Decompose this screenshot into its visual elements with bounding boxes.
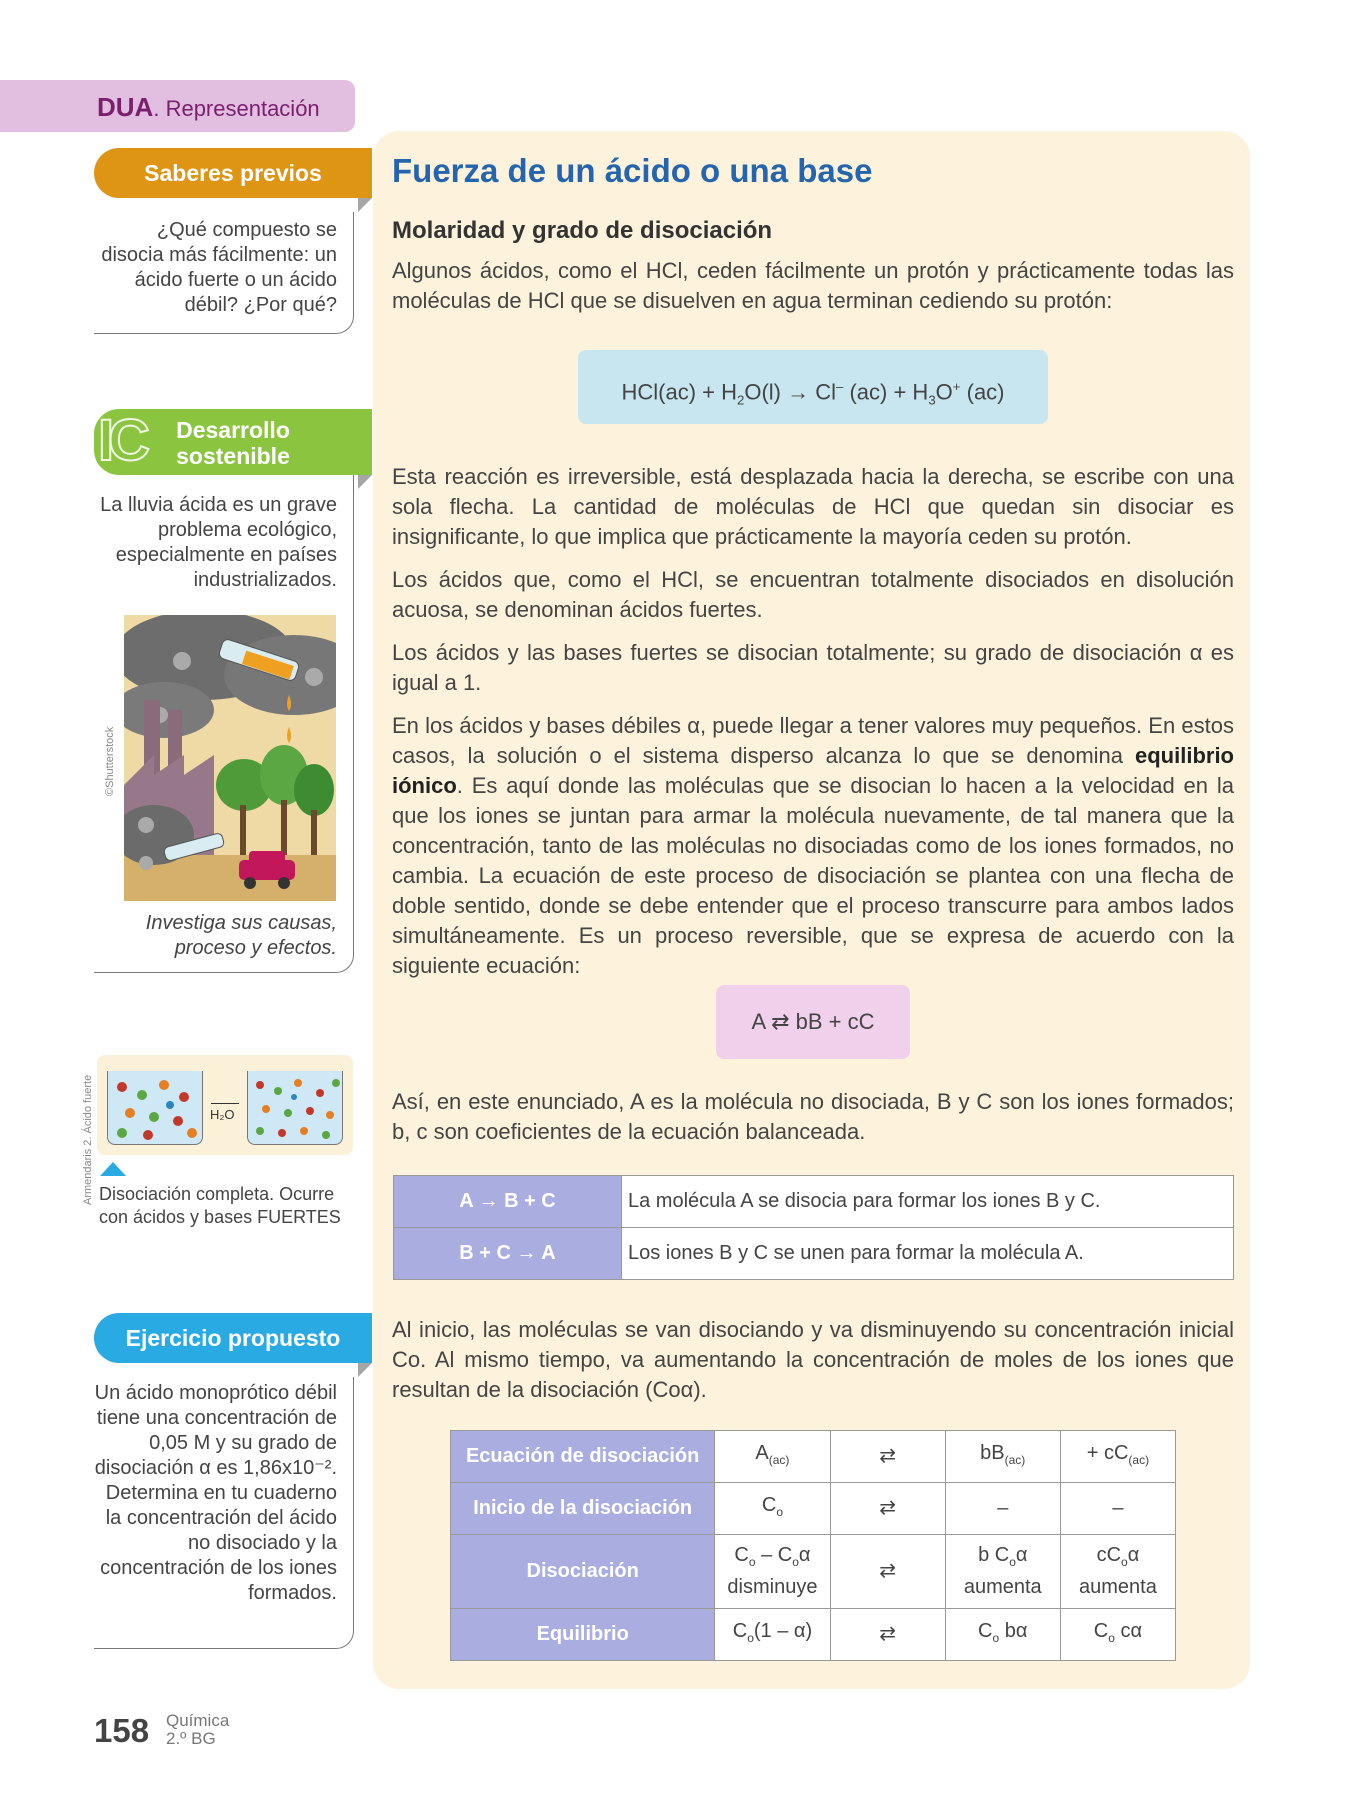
- table-cell: [1060, 1535, 1175, 1609]
- cell-text: aumenta: [1078, 1576, 1157, 1598]
- arrow-cell: ⇄: [830, 1431, 945, 1483]
- cell-sub: (ac): [1004, 1452, 1026, 1467]
- cell-text: A: [755, 1441, 769, 1464]
- ic-logo-icon: IC: [98, 408, 144, 473]
- cell-sub: o: [776, 1504, 783, 1519]
- ejercicio-text: Un ácido monoprótico débil tiene una concentración de 0,05 M y su grado de disociación α es 1,86x10⁻². Determina en tu cuaderno la concentración del ácido no disociado y la concentración de los iones formados.: [94, 1382, 337, 1604]
- table-cell: [1060, 1431, 1175, 1483]
- dua-tab: [0, 80, 355, 132]
- cell-sub: o: [747, 1630, 754, 1645]
- reaction-arrow-icon: [211, 1103, 239, 1104]
- table-row: [451, 1609, 1176, 1661]
- eq1-part: (ac) + H: [843, 379, 929, 405]
- ejercicio-propuesto-box: [94, 1377, 354, 1649]
- table-row: [451, 1431, 1176, 1483]
- eq1-sup: +: [952, 379, 961, 394]
- cell-text: disminuye: [727, 1576, 818, 1598]
- eq2-left: A: [751, 1009, 765, 1034]
- saberes-previos-box: [94, 212, 354, 334]
- cell-text: C: [1093, 1619, 1109, 1642]
- section-subtitle: Molaridad y grado de disociación: [392, 217, 773, 244]
- ejercicio-title: Ejercicio propuesto: [125, 1325, 341, 1351]
- table-row: [394, 1228, 1234, 1280]
- beaker-after: [247, 1071, 343, 1145]
- cell-sub: o: [748, 1555, 756, 1569]
- eq1-sub: 2: [737, 392, 745, 408]
- eq1-part: (ac): [960, 379, 1005, 405]
- beaker-before: [107, 1071, 203, 1145]
- saberes-previos-text: ¿Qué compuesto se disocia más fácilmente: un ácido fuerte o un ácido débil? ¿Por qué?: [101, 219, 337, 316]
- row-head-equilibrio: Equilibrio: [451, 1609, 715, 1661]
- paragraph-4: Los ácidos y las bases fuertes se disocian totalmente; su grado de disociación α es igual a 1.: [392, 640, 1234, 695]
- cell-sub: o: [1108, 1630, 1115, 1645]
- table-cell: –: [1060, 1483, 1175, 1535]
- grade-label: 2.º BG: [166, 1729, 216, 1748]
- p5-text-a: En los ácidos y bases débiles α, puede llegar a tener valores muy pequeños. En estos casos, la solución o el sistema disperso alcanza lo que se denomina: [392, 713, 1234, 768]
- cell-text: α: [1127, 1544, 1140, 1566]
- paragraph-7: Al inicio, las moléculas se van disociando y va disminuyendo su concentración inicial Co. Al mismo tiempo, va aumentando la concentración de moles de los iones que resultan de la disociación (Coα).: [392, 1317, 1234, 1402]
- cell-text: C: [978, 1619, 993, 1642]
- shutterstock-credit: ©Shutterstock: [104, 726, 116, 796]
- arrow-cell: ⇄: [830, 1609, 945, 1661]
- tab-fold: [358, 198, 372, 212]
- arrow-cell: ⇄: [830, 1535, 945, 1609]
- cell-text: C: [761, 1493, 777, 1516]
- saberes-previos-title: Saberes previos: [144, 160, 322, 186]
- ions-before-svg: [108, 1071, 203, 1145]
- row-head-inicio: Inicio de la disociación: [451, 1483, 715, 1535]
- table-row: [451, 1535, 1176, 1609]
- table-cell: [715, 1483, 830, 1535]
- page-number: 158: [94, 1712, 150, 1749]
- cell-text: (1 – α): [753, 1619, 813, 1642]
- paragraph-3: Los ácidos que, como el HCl, se encuentran totalmente disociados en disolución acuosa, se denominan ácidos fuertes.: [392, 567, 1234, 622]
- desarrollo-sostenible-header: [94, 409, 372, 475]
- desarrollo-sostenible-box: [94, 475, 354, 973]
- table-cell: –: [945, 1483, 1060, 1535]
- cell-text: bB: [980, 1441, 1005, 1464]
- acid-rain-illustration: [124, 615, 336, 901]
- cell-text: aumenta: [963, 1576, 1042, 1598]
- cell-sub: o: [992, 1630, 1000, 1645]
- dissociation-figure: [97, 1055, 353, 1155]
- cell-text: bα: [999, 1619, 1028, 1642]
- paragraph-5: [392, 711, 1234, 981]
- ions-after-svg: [248, 1071, 343, 1145]
- hcl-equation: [578, 350, 1048, 424]
- reaction-table: [393, 1175, 1234, 1280]
- arrow-label: H₂O: [210, 1107, 235, 1122]
- desarrollo-title-line2: sostenible: [176, 443, 290, 469]
- table-cell: [1060, 1609, 1175, 1661]
- dua-representacion: . Representación: [153, 96, 320, 121]
- eq1-sup: –: [836, 379, 844, 394]
- ejercicio-propuesto-header: [94, 1313, 372, 1363]
- cell-text: cC: [1096, 1544, 1122, 1566]
- paragraph-2: Esta reacción es irreversible, está desplazada hacia la derecha, se escribe con una sola flecha. La cantidad de moléculas de HCl que quedan sin disociar es insignificante, lo que implica que prácticamente la mayoría ceden su protón.: [392, 464, 1234, 549]
- table-cell: [715, 1535, 830, 1609]
- desarrollo-text: La lluvia ácida es un grave problema ecológico, especialmente en países industrializados.: [100, 494, 337, 591]
- cell-text: α: [798, 1544, 811, 1566]
- paragraph-1: Algunos ácidos, como el HCl, ceden fácilmente un protón y prácticamente todas las moléculas de HCl que se disuelven en agua terminan cediendo su protón:: [392, 258, 1234, 313]
- table-row: [394, 1176, 1234, 1228]
- table-cell: La molécula A se disocia para formar los iones B y C.: [622, 1176, 1234, 1228]
- figure-credit: Armendaris 2. Ácido fuerte: [82, 1074, 94, 1205]
- table-head-cell: B + C → A: [394, 1228, 622, 1280]
- row-head-disociacion: Disociación: [451, 1535, 715, 1609]
- eq1-sub: 3: [928, 392, 936, 408]
- cell-text: b C: [978, 1544, 1010, 1566]
- double-arrow-icon: ⇄: [771, 1009, 790, 1034]
- table-row: [451, 1483, 1176, 1535]
- table-cell: Los iones B y C se unen para formar la molécula A.: [622, 1228, 1234, 1280]
- saberes-previos-header: [94, 148, 372, 198]
- footer-subject: [166, 1712, 229, 1748]
- subject-name: Química: [166, 1711, 230, 1730]
- eq1-part: O: [935, 379, 953, 405]
- eq1-part: O(l) → Cl: [744, 379, 837, 405]
- tab-fold: [358, 1363, 372, 1377]
- tab-fold: [358, 475, 372, 489]
- page-title: Fuerza de un ácido o una base: [392, 152, 873, 189]
- cell-text: cα: [1114, 1619, 1143, 1642]
- cell-sub: (ac): [768, 1452, 790, 1467]
- cell-sub: o: [792, 1555, 799, 1569]
- dua-label: DUA: [97, 92, 154, 122]
- cell-text: C: [734, 1544, 749, 1566]
- table-cell: [715, 1609, 830, 1661]
- desarrollo-title-line1: Desarrollo: [176, 417, 290, 443]
- eq2-right: bB + cC: [795, 1009, 875, 1034]
- cell-sub: o: [1009, 1555, 1016, 1569]
- desarrollo-caption: Investiga sus causas, proceso y efectos.: [145, 912, 337, 959]
- eq1-part: HCl(ac) + H: [621, 379, 738, 405]
- equilibrio-ionico-bold: equilibrio iónico: [392, 743, 1234, 798]
- row-head-ecuacion: Ecuación de disociación: [451, 1431, 715, 1483]
- cell-sub: o: [1121, 1555, 1128, 1569]
- cell-text: C: [732, 1619, 748, 1642]
- dissociation-caption: Disociación completa. Ocurre con ácidos y bases FUERTES: [99, 1184, 341, 1227]
- table-cell: [945, 1609, 1060, 1661]
- cell-text: + cC: [1086, 1441, 1129, 1464]
- cell-sub: (ac): [1128, 1452, 1150, 1467]
- table-cell: [945, 1431, 1060, 1483]
- triangle-pointer-icon: [100, 1162, 126, 1176]
- cell-text: α: [1015, 1544, 1028, 1566]
- table-cell: [945, 1535, 1060, 1609]
- table-head-cell: A → B + C: [394, 1176, 622, 1228]
- equilibrium-equation: [716, 985, 910, 1059]
- arrow-cell: ⇄: [830, 1483, 945, 1535]
- acid-rain-svg: [124, 615, 336, 901]
- p5-text-c: . Es aquí donde las moléculas que se disocian lo hacen a la velocidad en la que los iones se juntan para armar la molécula nuevamente, de tal manera que la concentración, tanto de las moléculas no disociadas como de los iones formados, no cambia. La ecuación de este proceso de disociación se plantea con una flecha de doble sentido, donde se debe entender que el proceso transcurre para ambos lados simultáneamente. Es un proceso reversible, que se expresa de acuerdo con la siguiente ecuación:: [392, 773, 1234, 978]
- cell-text: – C: [755, 1544, 793, 1566]
- table-cell: [715, 1431, 830, 1483]
- dissociation-table: [450, 1430, 1176, 1661]
- paragraph-6: Así, en este enunciado, A es la molécula no disociada, B y C son los iones formados; b, c son coeficientes de la ecuación balanceada.: [392, 1089, 1234, 1144]
